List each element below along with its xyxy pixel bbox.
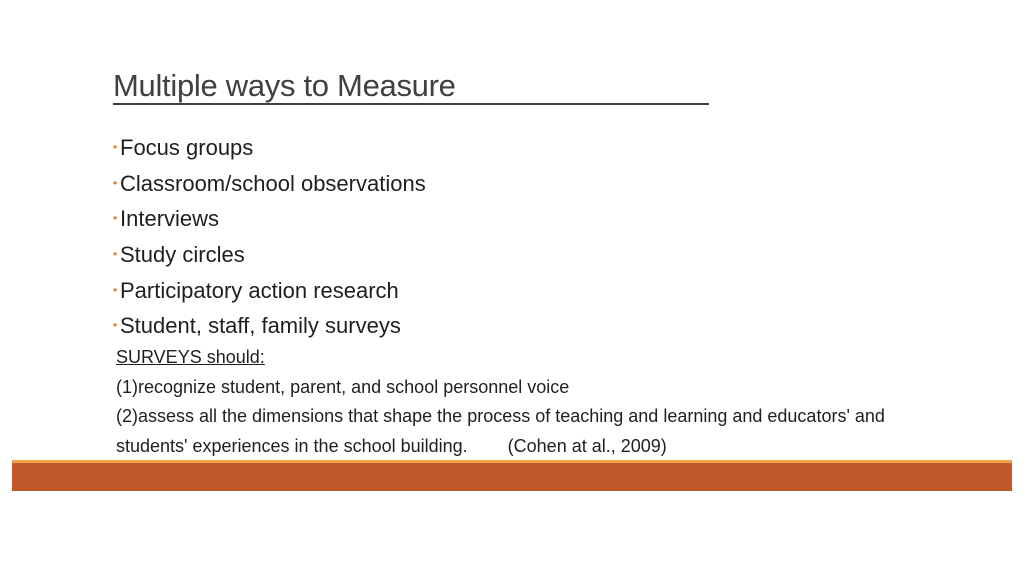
bullet-text: Focus groups bbox=[120, 135, 254, 160]
bullet-text: Study circles bbox=[120, 242, 245, 268]
accent-band-thick bbox=[12, 463, 1012, 491]
bullet-icon: • bbox=[113, 175, 118, 190]
bullet-list bbox=[113, 131, 426, 345]
bullet-text: Classroom/school observations bbox=[120, 170, 426, 196]
bullet-text: Interviews bbox=[120, 206, 220, 232]
bullet-item bbox=[113, 309, 426, 345]
bullet-item bbox=[113, 131, 426, 167]
bullet-icon: • bbox=[113, 318, 118, 333]
surveys-point-1: (1)recognize student, parent, and school personnel voice bbox=[116, 376, 570, 397]
surveys-point-2-continued bbox=[116, 432, 885, 462]
bullet-text: Participatory action research bbox=[120, 277, 399, 303]
surveys-point-2: (2)assess all the dimensions that shape the process of teaching and learning and educators' and bbox=[116, 406, 885, 426]
surveys-block bbox=[116, 343, 885, 461]
slide-title: Multiple ways to Measure bbox=[113, 68, 456, 103]
bullet-text: Student, staff, family surveys bbox=[120, 313, 401, 339]
bullet-icon: • bbox=[113, 247, 118, 262]
bullet-icon: • bbox=[113, 282, 118, 297]
title-underline bbox=[113, 103, 709, 105]
bullet-item bbox=[113, 274, 426, 310]
surveys-point-2-end: students' experiences in the school building. bbox=[116, 435, 468, 456]
bullet-item bbox=[113, 238, 426, 274]
surveys-heading: SURVEYS should: bbox=[116, 347, 265, 367]
bullet-item bbox=[113, 202, 426, 238]
bullet-item bbox=[113, 167, 426, 203]
citation: (Cohen at al., 2009) bbox=[507, 435, 667, 456]
bullet-icon: • bbox=[113, 140, 118, 154]
bullet-icon: • bbox=[113, 211, 118, 226]
